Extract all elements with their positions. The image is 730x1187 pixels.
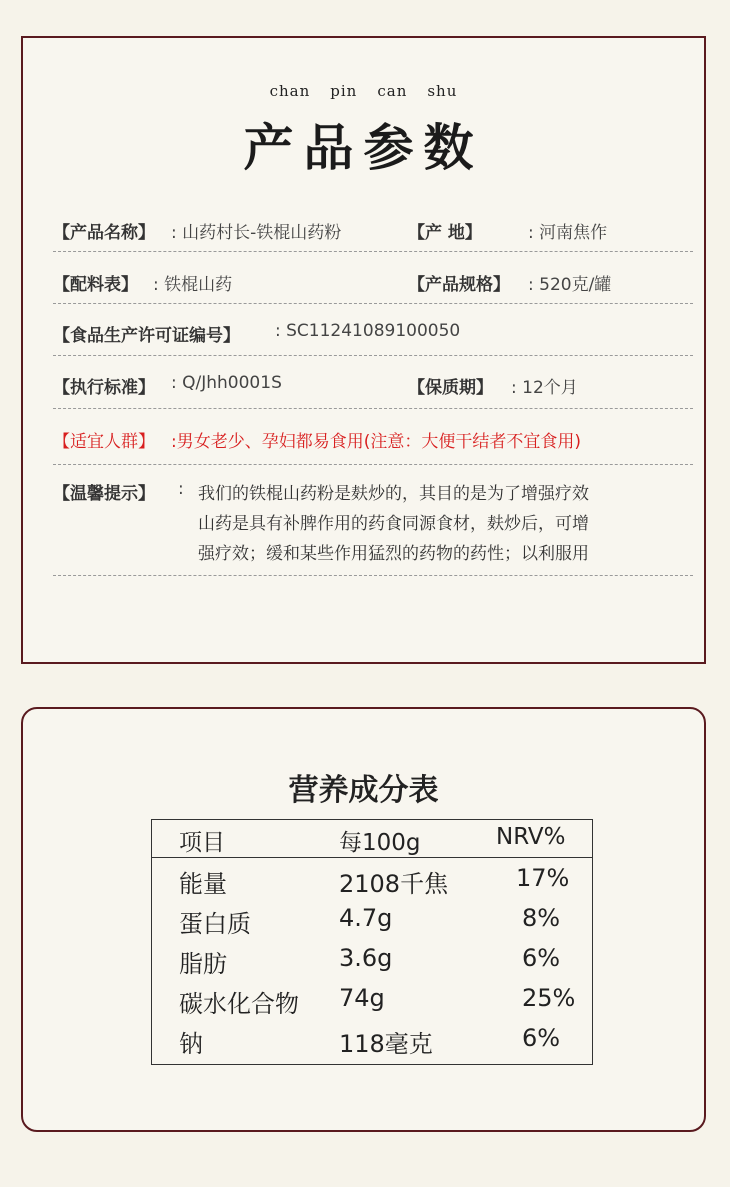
param-value: : 山药村长-铁棍山药粉 [171, 223, 342, 243]
title-pinyin [23, 82, 704, 100]
param-value: : 520克/罐 [528, 275, 612, 295]
nutrition-card [21, 707, 706, 1132]
header-nrv: NRV% [496, 824, 566, 850]
nutrition-title: 营养成分表 [288, 773, 439, 808]
param-row-tips [53, 479, 693, 576]
param-row-target-audience [53, 427, 693, 465]
nutrient-nrv: 8% [522, 904, 561, 932]
param-value: :男女老少、孕妇都易食用(注意：大便干结者不宜食用) [171, 432, 581, 452]
param-row-license [53, 321, 693, 356]
nutrition-table [151, 819, 593, 1065]
tips-label: 【温馨提示】 [53, 484, 155, 504]
tips-line: 我们的铁棍山药粉是麸炒的，其目的是为了增强疗效 [198, 484, 589, 504]
nutrient-name: 蛋白质 [179, 910, 251, 938]
param-value: : SC11241089100050 [275, 321, 461, 341]
nutrition-table-header [152, 820, 592, 858]
nutrient-name: 能量 [179, 870, 227, 898]
param-label: 【产品名称】 [53, 223, 155, 243]
pinyin-syllable: pin [330, 82, 358, 100]
params-title: 产品参数 [243, 118, 484, 177]
nutrient-nrv: 25% [522, 984, 576, 1012]
nutrient-amount: 3.6g [339, 944, 393, 972]
header-per-100g: 每100g [339, 830, 421, 856]
nutrient-name: 碳水化合物 [179, 990, 299, 1018]
tips-line: 强疗效；缓和某些作用猛烈的药物的药性；以利服用 [198, 544, 589, 564]
nutrient-amount: 4.7g [339, 904, 393, 932]
param-label: 【保质期】 [408, 378, 493, 398]
tips-line: 山药是具有补脾作用的药食同源食材，麸炒后，可增 [198, 514, 589, 534]
param-label: 【食品生产许可证编号】 [53, 326, 240, 346]
nutrient-amount: 118毫克 [339, 1030, 433, 1058]
tips-colon: : [178, 479, 184, 499]
nutrient-nrv: 6% [522, 1024, 561, 1052]
param-label: 【配料表】 [53, 275, 138, 295]
param-label: 【产品规格】 [408, 275, 510, 295]
nutrient-nrv: 6% [522, 944, 561, 972]
param-value: : 12个月 [511, 378, 578, 398]
param-value: : Q/Jhh0001S [171, 373, 282, 393]
param-row-standard [53, 373, 693, 409]
table-row [152, 860, 592, 900]
table-row [152, 900, 592, 940]
nutrient-name: 钠 [179, 1030, 203, 1058]
nutrient-nrv: 17% [516, 864, 570, 892]
param-value: : 河南焦作 [528, 223, 608, 243]
nutrient-name: 脂肪 [179, 950, 227, 978]
param-label: 【执行标准】 [53, 378, 155, 398]
table-row [152, 980, 592, 1020]
param-label: 【适宜人群】 [53, 432, 155, 452]
param-label: 【产 地】 [408, 223, 482, 243]
product-params-card [21, 36, 706, 664]
nutrient-amount: 2108千焦 [339, 870, 449, 898]
table-row [152, 1020, 592, 1060]
param-value: : 铁棍山药 [153, 275, 233, 295]
param-row-name [53, 218, 693, 252]
pinyin-syllable: can [377, 82, 408, 100]
table-row [152, 940, 592, 980]
param-row-ingredients [53, 270, 693, 304]
pinyin-syllable: shu [427, 82, 458, 100]
tips-text [198, 479, 589, 569]
header-item: 项目 [179, 830, 225, 856]
pinyin-syllable: chan [269, 82, 311, 100]
nutrient-amount: 74g [339, 984, 385, 1012]
